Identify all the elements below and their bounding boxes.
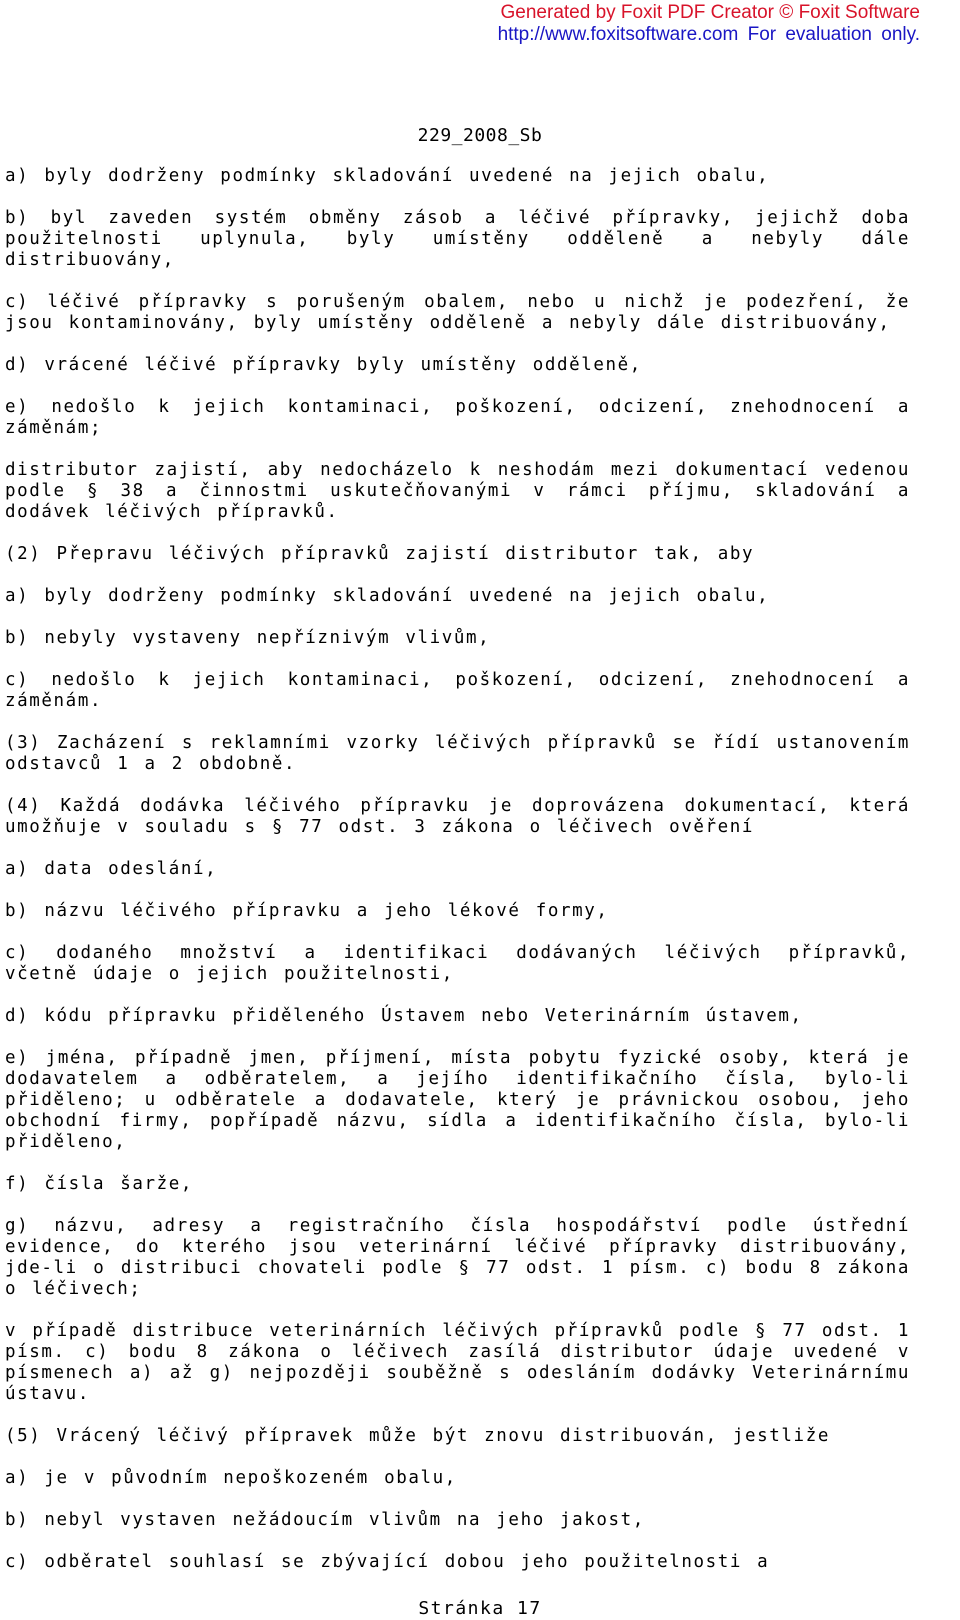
paragraph: f) čísla šarže, <box>5 1174 194 1194</box>
page-number: Stránka 17 <box>418 1598 542 1619</box>
paragraph: (5) Vrácený léčivý přípravek může být znovu distribuován, jestliže <box>5 1426 830 1446</box>
paragraph: b) byl zaveden systém obměny zásob a léčivé přípravky, jejichž doba použitelnosti uplynula, byly umístěny odděleně a nebyly dále distribuovány, <box>5 208 910 270</box>
paragraph: a) byly dodrženy podmínky skladování uvedené na jejich obalu, <box>5 586 770 606</box>
paragraph: d) kódu přípravku přiděleného Ústavem nebo Veterinárním ústavem, <box>5 1006 803 1026</box>
paragraph: e) nedošlo k jejich kontaminaci, poškození, odcizení, znehodnocení a záměnám; <box>5 397 910 438</box>
paragraph: c) léčivé přípravky s porušeným obalem, nebo u nichž je podezření, že jsou kontaminovány, byly umístěny odděleně a nebyly dále distribuovány, <box>5 292 910 333</box>
document-title: 229_2008_Sb <box>417 125 543 146</box>
paragraph: distributor zajistí, aby nedocházelo k neshodám mezi dokumentací vedenou podle § 38 a činnostmi uskutečňovanými v rámci příjmu, skladování a dodávek léčivých přípravků. <box>5 460 910 522</box>
paragraph: d) vrácené léčivé přípravky byly umístěny odděleně, <box>5 355 642 375</box>
paragraph: c) dodaného množství a identifikaci dodávaných léčivých přípravků, včetně údaje o jejich použitelnosti, <box>5 943 910 984</box>
paragraph: c) odběratel souhlasí se zbývající dobou jeho použitelnosti a <box>5 1552 770 1572</box>
paragraph: a) je v původním nepoškozeném obalu, <box>5 1468 457 1488</box>
watermark-generator-line: Generated by Foxit PDF Creator © Foxit Software <box>500 2 920 23</box>
paragraph: (3) Zacházení s reklamními vzorky léčivých přípravků se řídí ustanovením odstavců 1 a 2 obdobně. <box>5 733 910 774</box>
paragraph: c) nedošlo k jejich kontaminaci, poškození, odcizení, znehodnocení a záměnám. <box>5 670 910 711</box>
paragraph: a) byly dodrženy podmínky skladování uvedené na jejich obalu, <box>5 166 770 186</box>
paragraph: (4) Každá dodávka léčivého přípravku je doprovázena dokumentací, která umožňuje v souladu s § 77 odst. 3 zákona o léčivech ověření <box>5 796 910 837</box>
paragraph: a) data odeslání, <box>5 859 218 879</box>
watermark-url-line: http://www.foxitsoftware.com For evaluation only. <box>497 24 920 45</box>
paragraph: v případě distribuce veterinárních léčivých přípravků podle § 77 odst. 1 písm. c) bodu 8 zákona o léčivech zasílá distributor údaje uvedené v písmenech a) až g) nejpozději souběžně s odesláním dodávky Veterinárnímu ústavu. <box>5 1321 910 1404</box>
paragraph: b) názvu léčivého přípravku a jeho lékové formy, <box>5 901 609 921</box>
paragraph: g) názvu, adresy a registračního čísla hospodářství podle ústřední evidence, do kterého jsou veterinární léčivé přípravky distribuovány, jde-li o distribuci chovateli podle § 77 odst. 1 písm. c) bodu 8 zákona o léčivech; <box>5 1216 910 1299</box>
paragraph: b) nebyl vystaven nežádoucím vlivům na jeho jakost, <box>5 1510 645 1530</box>
paragraph: e) jména, případně jmen, příjmení, místa pobytu fyzické osoby, která je dodavatelem a odběratelem, a jejího identifikačního čísla, bylo-li přiděleno; u odběratele a dodavatele, který je právnickou osobou, jeho obchodní firmy, popřípadě názvu, sídla a identifikačního čísla, bylo-li přiděleno, <box>5 1048 910 1152</box>
paragraph: b) nebyly vystaveny nepříznivým vlivům, <box>5 628 491 648</box>
foxit-watermark <box>498 2 920 46</box>
document-body <box>5 166 910 1594</box>
paragraph: (2) Přepravu léčivých přípravků zajistí distributor tak, aby <box>5 544 755 564</box>
